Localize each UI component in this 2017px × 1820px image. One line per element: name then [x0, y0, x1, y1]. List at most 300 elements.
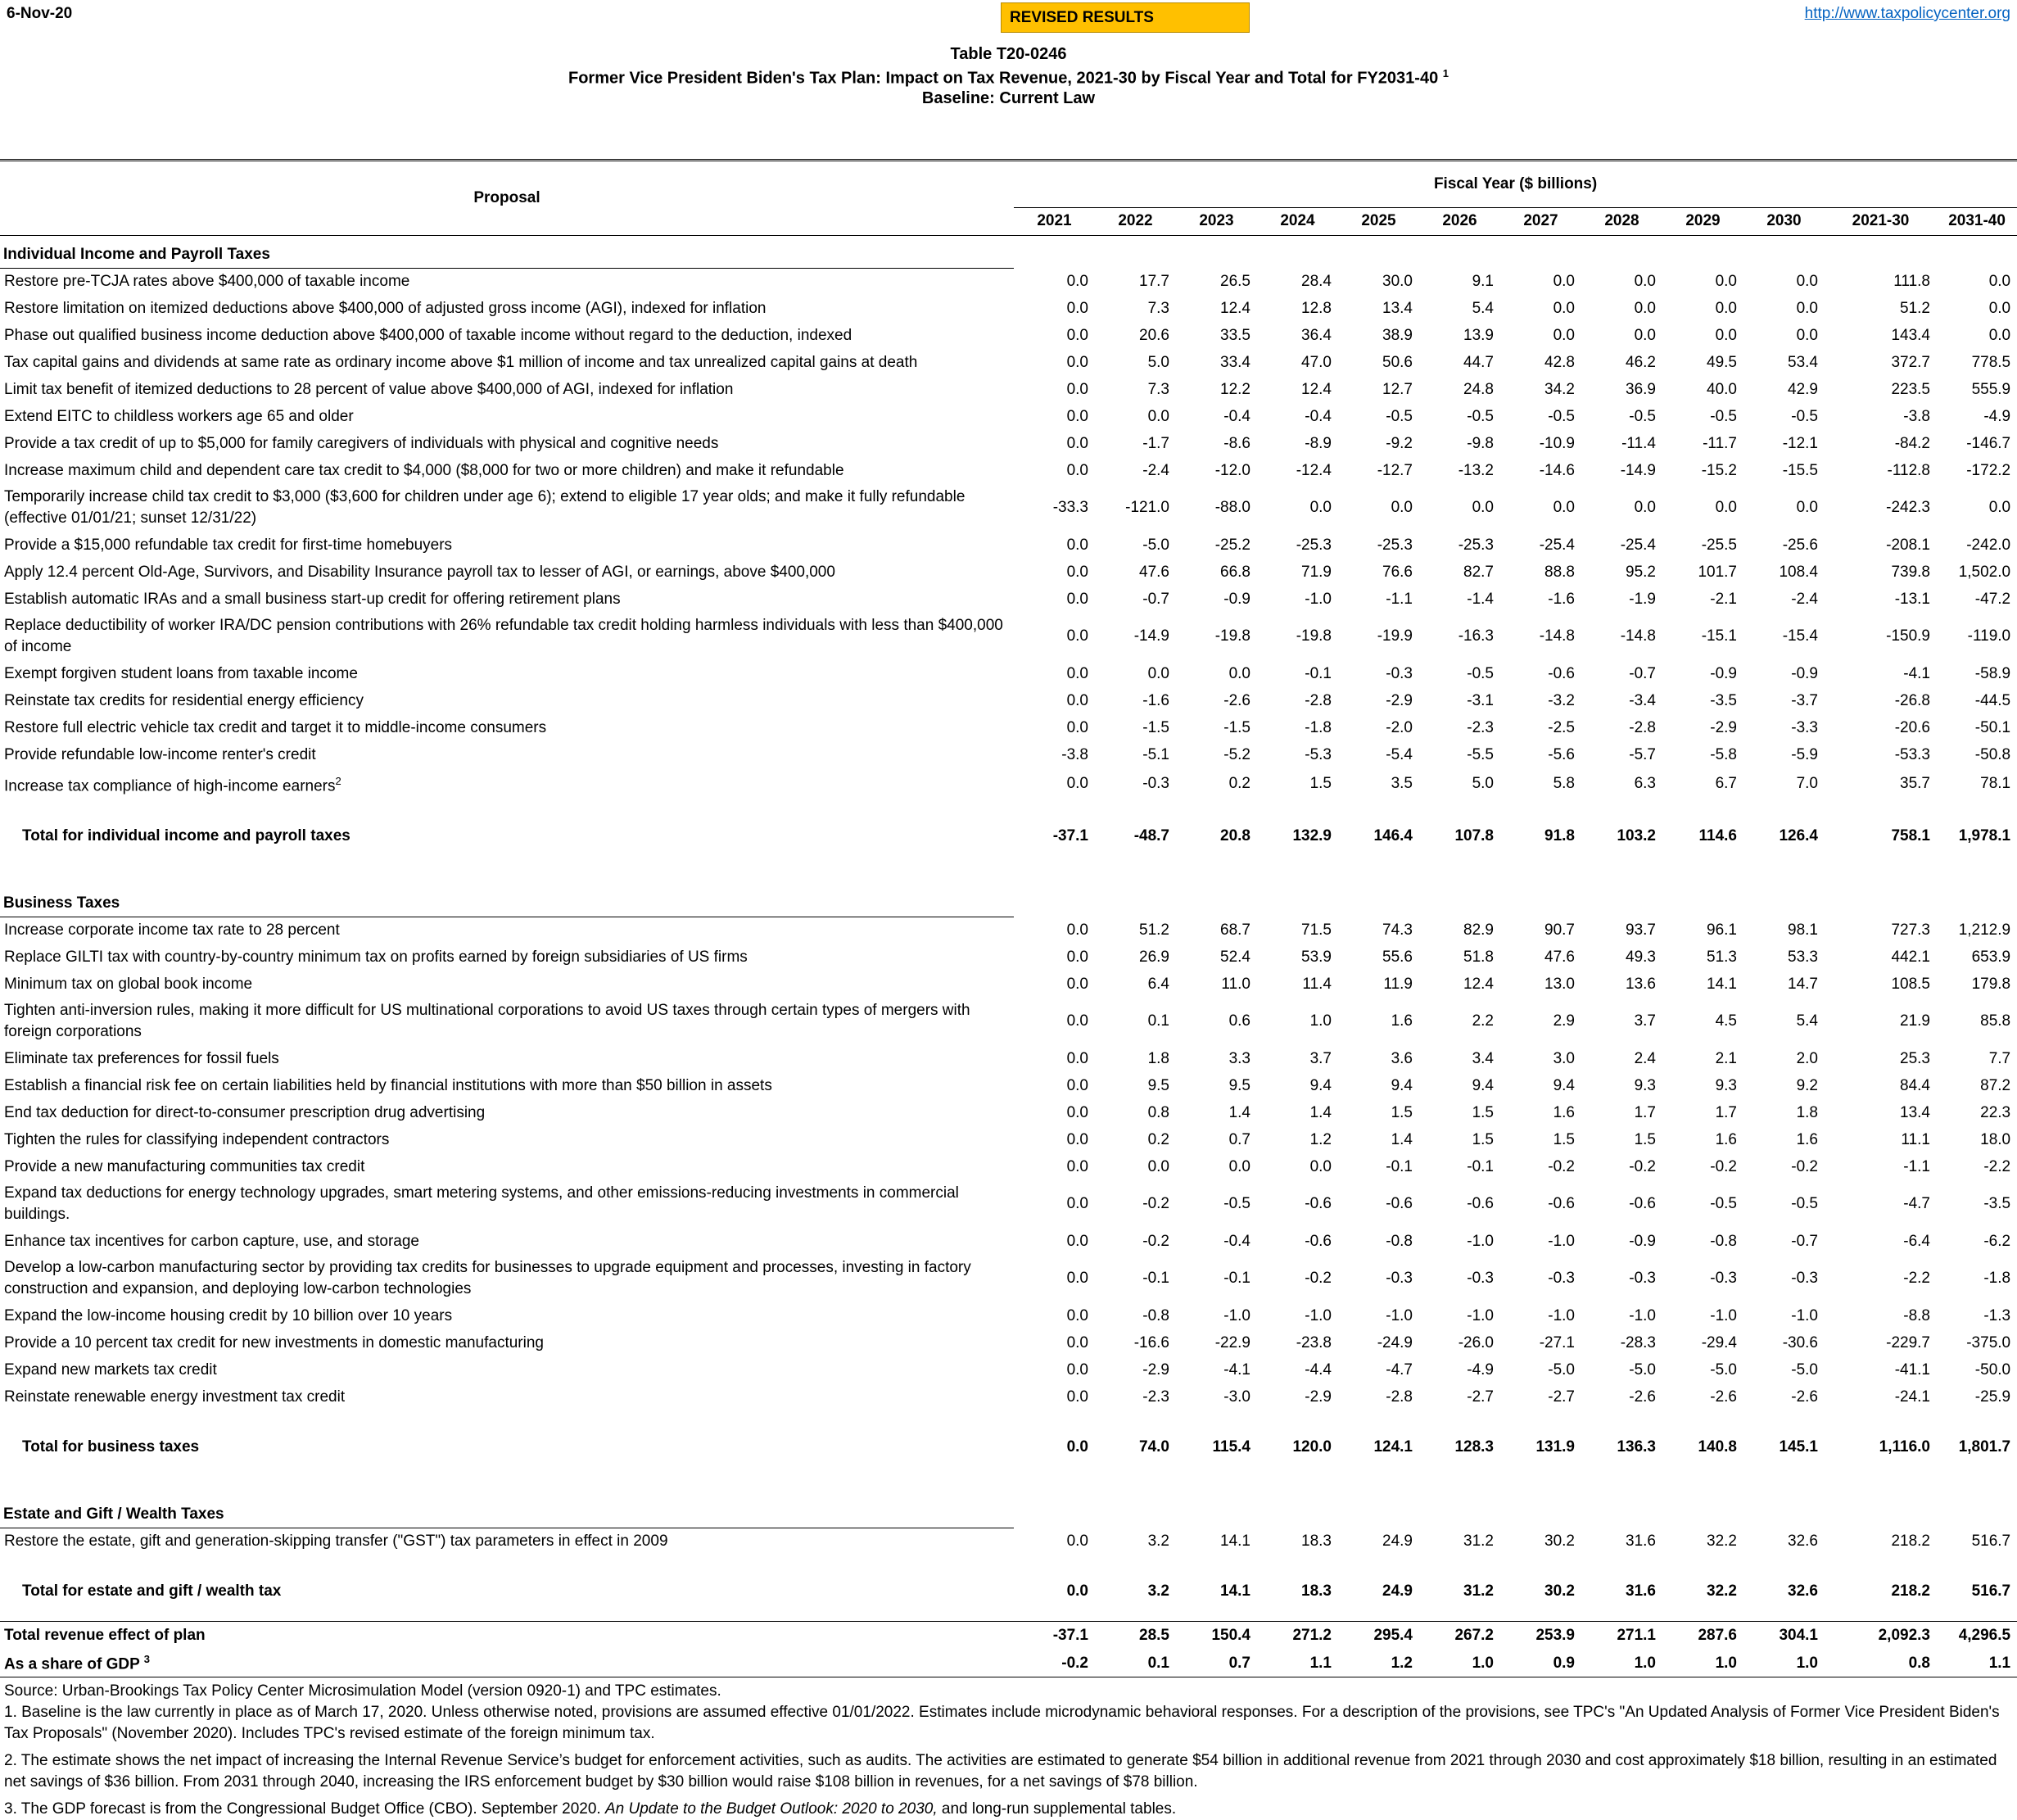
title-block	[0, 44, 2017, 108]
value-cell: -25.9	[1974, 1388, 2011, 1406]
proposal-row	[0, 917, 2017, 944]
value-cell: 107.8	[1454, 826, 1494, 844]
proposal-row	[0, 714, 2017, 741]
section-header-row	[0, 235, 2017, 268]
value-cell: -24.1	[1894, 1388, 1930, 1406]
value-cell: -1.4	[1467, 590, 1494, 608]
value-cell: 0.0	[1147, 664, 1169, 682]
value-cell: -1.0	[1548, 1232, 1575, 1250]
value-cell: 0.8	[1147, 1103, 1169, 1121]
section-total-row	[0, 822, 2017, 849]
value-cell: -23.8	[1296, 1333, 1332, 1351]
value-cell: 0.0	[1309, 499, 1332, 517]
value-cell: 143.4	[1891, 326, 1930, 344]
value-cell: 0.0	[1634, 272, 1656, 290]
value-cell: 304.1	[1743, 1621, 1825, 1650]
value-cell: 0.0	[1472, 499, 1494, 517]
value-cell: -0.7	[1142, 590, 1169, 608]
value-cell: 26.9	[1139, 948, 1169, 966]
value-cell: -5.2	[1223, 745, 1250, 763]
value-cell: -0.1	[1386, 1157, 1413, 1175]
value-cell: 68.7	[1220, 921, 1250, 939]
value-cell: 32.6	[1788, 1582, 1818, 1600]
value-cell: -0.5	[1467, 407, 1494, 425]
value-cell: 1.5	[1391, 1103, 1413, 1121]
revised-results-badge: REVISED RESULTS	[1001, 2, 1250, 33]
value-cell: -5.6	[1548, 745, 1575, 763]
section-fill	[1014, 884, 2017, 917]
proposal-row	[0, 295, 2017, 322]
proposal-label: Exempt forgiven student loans from taxable income	[4, 664, 358, 682]
value-cell: 36.4	[1301, 326, 1332, 344]
value-cell: 0.0	[1391, 499, 1413, 517]
value-cell: 0.0	[1553, 499, 1575, 517]
value-cell: -0.1	[1223, 1270, 1250, 1288]
value-cell: 0.8	[1825, 1650, 1937, 1677]
proposal-row	[0, 1045, 2017, 1072]
value-cell: 0.7	[1228, 1130, 1250, 1148]
value-cell: 87.2	[1980, 1076, 2011, 1094]
proposal-row	[0, 1383, 2017, 1410]
proposal-row	[0, 1126, 2017, 1153]
value-cell: -0.9	[1223, 590, 1250, 608]
value-cell: -172.2	[1966, 461, 2011, 479]
value-cell: 2.1	[1715, 1049, 1737, 1067]
value-cell: 0.0	[1066, 1360, 1088, 1379]
value-cell: 1.5	[1553, 1130, 1575, 1148]
gdp-share-label: As a share of GDP $^3$	[0, 1650, 1014, 1677]
spacer-row	[0, 1410, 2017, 1433]
value-cell: 287.6	[1662, 1621, 1743, 1650]
proposal-row	[0, 1302, 2017, 1329]
value-cell: 20.6	[1139, 326, 1169, 344]
value-cell: -1.0	[1386, 1306, 1413, 1324]
fiscal-year-header: Fiscal Year ($ billions)	[1014, 160, 2017, 207]
value-cell: -15.1	[1701, 627, 1737, 645]
value-cell: 108.4	[1779, 563, 1818, 581]
proposal-row	[0, 1153, 2017, 1180]
value-cell: 0.0	[1066, 1157, 1088, 1175]
value-cell: 26.5	[1220, 272, 1250, 290]
footnote-3	[4, 1799, 2017, 1820]
value-cell: 5.4	[1472, 299, 1494, 317]
proposal-row	[0, 998, 2017, 1045]
value-cell: -2.5	[1548, 718, 1575, 736]
value-cell: -1.0	[1629, 1306, 1656, 1324]
value-cell: 0.0	[1066, 775, 1088, 793]
value-cell: -26.8	[1894, 691, 1930, 709]
value-cell: 13.6	[1626, 975, 1656, 993]
value-cell: -4.7	[1903, 1195, 1930, 1213]
value-cell: 442.1	[1891, 948, 1930, 966]
value-cell: 1.1	[1257, 1650, 1338, 1677]
value-cell: 372.7	[1891, 353, 1930, 371]
value-cell: -41.1	[1894, 1360, 1930, 1379]
value-cell: 0.0	[1796, 326, 1818, 344]
value-cell: 1.2	[1338, 1650, 1419, 1677]
value-cell: -5.9	[1791, 745, 1818, 763]
value-cell: -25.6	[1782, 536, 1818, 554]
value-cell: -50.1	[1974, 718, 2011, 736]
value-cell: -0.8	[1386, 1232, 1413, 1250]
footnote-1: 1. Baseline is the law currently in place as of March 17, 2020. Unless otherwise noted, provisions are assumed effective 01/01/2022. Estimates include microdynamic behavioral responses. For a description of the provisions, see TPC's "An Updated Analysis of Former Vice President Biden's Tax Proposals" (November 2020). Includes TPC's revised estimate of the foreign minimum tax.	[4, 1703, 2000, 1742]
value-cell: 0.0	[1066, 948, 1088, 966]
value-cell: 42.9	[1788, 380, 1818, 398]
value-cell: 295.4	[1338, 1621, 1419, 1650]
value-cell: 0.0	[1066, 664, 1088, 682]
value-cell: -19.8	[1214, 627, 1250, 645]
value-cell: 49.3	[1626, 948, 1656, 966]
value-cell: -0.4	[1305, 407, 1332, 425]
value-cell: 146.4	[1373, 826, 1413, 844]
value-cell: 9.5	[1147, 1076, 1169, 1094]
value-cell: -13.1	[1894, 590, 1930, 608]
section-fill	[1014, 1495, 2017, 1528]
value-cell: -12.7	[1377, 461, 1413, 479]
value-cell: 0.0	[1796, 299, 1818, 317]
value-cell: 47.6	[1139, 563, 1169, 581]
value-cell: 52.4	[1220, 948, 1250, 966]
value-cell: -5.5	[1467, 745, 1494, 763]
proposal-label: Increase maximum child and dependent care tax credit to $4,000 ($8,000 for two or more children) and make it refundable	[4, 461, 844, 479]
value-cell: 0.0	[1634, 299, 1656, 317]
value-cell: 0.0	[1066, 718, 1088, 736]
value-cell: 2,092.3	[1825, 1621, 1937, 1650]
value-cell: 0.0	[1988, 272, 2011, 290]
value-cell: -1.7	[1142, 434, 1169, 452]
value-cell: 13.9	[1463, 326, 1494, 344]
value-cell: 12.2	[1220, 380, 1250, 398]
value-cell: -0.6	[1305, 1232, 1332, 1250]
value-cell: -2.9	[1142, 1360, 1169, 1379]
year-column-2027: 2027	[1500, 207, 1581, 235]
value-cell: -0.2	[1710, 1157, 1737, 1175]
value-cell: 5.4	[1796, 1012, 1818, 1030]
value-cell: -1.1	[1386, 590, 1413, 608]
value-cell: -0.2	[1142, 1195, 1169, 1213]
footnote-3-prefix: 3. The GDP forecast is from the Congressional Budget Office (CBO). September 2020.	[4, 1800, 605, 1818]
value-cell: -4.4	[1305, 1360, 1332, 1379]
value-cell: 34.2	[1544, 380, 1575, 398]
value-cell: -4.9	[1983, 407, 2011, 425]
value-cell: 30.2	[1544, 1582, 1575, 1600]
value-cell: -5.0	[1710, 1360, 1737, 1379]
value-cell: 1,801.7	[1958, 1437, 2011, 1456]
value-cell: -1.0	[1305, 590, 1332, 608]
value-cell: -0.5	[1629, 407, 1656, 425]
value-cell: 0.0	[1066, 1049, 1088, 1067]
value-cell: 0.0	[1066, 1076, 1088, 1094]
value-cell: -25.2	[1214, 536, 1250, 554]
value-cell: 30.0	[1382, 272, 1413, 290]
proposal-label: Limit tax benefit of itemized deductions to 28 percent of value above $400,000 of AGI, indexed for inflation	[4, 380, 734, 398]
value-cell: 5.0	[1147, 353, 1169, 371]
value-cell: 55.6	[1382, 948, 1413, 966]
value-cell: -0.6	[1305, 1195, 1332, 1213]
value-cell: -16.3	[1458, 627, 1494, 645]
value-cell: -25.3	[1296, 536, 1332, 554]
value-cell: 9.3	[1634, 1076, 1656, 1094]
value-cell: -0.5	[1223, 1195, 1250, 1213]
value-cell: 0.0	[1066, 1270, 1088, 1288]
value-cell: -84.2	[1894, 434, 1930, 452]
value-cell: 51.3	[1707, 948, 1737, 966]
value-cell: -5.7	[1629, 745, 1656, 763]
proposal-row	[0, 559, 2017, 586]
value-cell: 71.9	[1301, 563, 1332, 581]
proposal-row	[0, 1099, 2017, 1126]
value-cell: -0.3	[1386, 1270, 1413, 1288]
value-cell: 0.0	[1066, 691, 1088, 709]
value-cell: 128.3	[1454, 1437, 1494, 1456]
proposal-row	[0, 403, 2017, 430]
value-cell: 53.9	[1301, 948, 1332, 966]
value-cell: 17.7	[1139, 272, 1169, 290]
value-cell: 11.1	[1901, 1130, 1930, 1148]
value-cell: 0.0	[1066, 1333, 1088, 1351]
value-cell: 1.5	[1472, 1130, 1494, 1148]
value-cell: 0.0	[1066, 975, 1088, 993]
value-cell: 6.4	[1147, 975, 1169, 993]
spacer-row	[0, 1460, 2017, 1495]
value-cell: 82.7	[1463, 563, 1494, 581]
value-cell: -0.9	[1629, 1232, 1656, 1250]
value-cell: -2.6	[1223, 691, 1250, 709]
value-cell: -0.4	[1223, 1232, 1250, 1250]
value-cell: -146.7	[1966, 434, 2011, 452]
section-header-row	[0, 1495, 2017, 1528]
proposal-label: Provide a tax credit of up to $5,000 for family caregivers of individuals with physical and cognitive needs	[4, 434, 719, 452]
value-cell: 51.2	[1139, 921, 1169, 939]
proposal-row	[0, 687, 2017, 714]
value-cell: 88.8	[1544, 563, 1575, 581]
value-cell: -11.4	[1621, 434, 1656, 452]
section-header-row	[0, 884, 2017, 917]
value-cell: -0.2	[1629, 1157, 1656, 1175]
proposal-row	[0, 971, 2017, 998]
value-cell: 28.5	[1095, 1621, 1176, 1650]
value-cell: 0.9	[1500, 1650, 1581, 1677]
value-cell: 140.8	[1698, 1437, 1737, 1456]
proposal-row	[0, 268, 2017, 295]
value-cell: -3.7	[1791, 691, 1818, 709]
proposal-row	[0, 613, 2017, 660]
proposal-label: Expand tax deductions for energy technology upgrades, smart metering systems, and other emissions-reducing investments in commercial buildings.	[4, 1184, 959, 1224]
value-cell: 9.5	[1228, 1076, 1250, 1094]
value-cell: 0.0	[1066, 1582, 1088, 1600]
value-cell: 9.4	[1309, 1076, 1332, 1094]
proposal-label: Extend EITC to childless workers age 65 and older	[4, 407, 354, 425]
value-cell: 111.8	[1893, 272, 1930, 290]
value-cell: 0.0	[1228, 664, 1250, 682]
footnote-2: 2. The estimate shows the net impact of increasing the Internal Revenue Service’s budget for enforcement activities, such as audits. The activities are estimated to generate $54 billion in additional revenue from 2021 through 2030 and cost approximately $18 billion, resulting in an estimated net savings of $36 billion. From 2031 through 2040, increasing the IRS enforcement budget by $30 billion would raise $108 billion in revenues, for a net savings of $78 billion.	[4, 1751, 1997, 1791]
value-cell: 12.4	[1301, 380, 1332, 398]
value-cell: -0.8	[1710, 1232, 1737, 1250]
value-cell: 74.3	[1382, 921, 1413, 939]
value-cell: -22.9	[1214, 1333, 1250, 1351]
value-cell: 9.4	[1553, 1076, 1575, 1094]
value-cell: 1.8	[1147, 1049, 1169, 1067]
value-cell: -0.9	[1791, 664, 1818, 682]
value-cell: -375.0	[1966, 1333, 2011, 1351]
value-cell: 38.9	[1382, 326, 1413, 344]
value-cell: -0.9	[1710, 664, 1737, 682]
value-cell: -0.6	[1548, 664, 1575, 682]
value-cell: 0.0	[1066, 627, 1088, 645]
value-cell: 90.7	[1544, 921, 1575, 939]
spacer-row	[0, 849, 2017, 884]
value-cell: 2.2	[1472, 1012, 1494, 1030]
value-cell: -208.1	[1886, 536, 1930, 554]
proposal-label: Establish a financial risk fee on certain liabilities held by financial institutions with more than $50 billion in assets	[4, 1076, 772, 1094]
proposal-label: Provide refundable low-income renter's credit	[4, 745, 316, 763]
year-column-2029: 2029	[1662, 207, 1743, 235]
value-cell: -0.8	[1142, 1306, 1169, 1324]
year-column-2021: 2021	[1014, 207, 1095, 235]
value-cell: 0.0	[1634, 326, 1656, 344]
value-cell: 0.1	[1147, 1012, 1169, 1030]
value-cell: 1.4	[1228, 1103, 1250, 1121]
value-cell: 555.9	[1971, 380, 2011, 398]
value-cell: 0.0	[1988, 326, 2011, 344]
footnote-3-italic: An Update to the Budget Outlook: 2020 to 2030,	[604, 1800, 942, 1818]
value-cell: -0.6	[1386, 1195, 1413, 1213]
value-cell: 145.1	[1779, 1437, 1818, 1456]
value-cell: -242.0	[1966, 536, 2011, 554]
value-cell: 0.0	[1715, 272, 1737, 290]
value-cell: -5.4	[1386, 745, 1413, 763]
value-cell: -0.4	[1223, 407, 1250, 425]
value-cell: 4,296.5	[1937, 1621, 2017, 1650]
value-cell: 51.8	[1463, 948, 1494, 966]
label-superscript: 2	[335, 775, 341, 788]
value-cell: 101.7	[1698, 563, 1737, 581]
value-cell: -119.0	[1967, 627, 2011, 645]
value-cell: 14.7	[1788, 975, 1818, 993]
value-cell: 1.0	[1419, 1650, 1500, 1677]
value-cell: 0.0	[1715, 326, 1737, 344]
value-cell: 25.3	[1900, 1049, 1930, 1067]
value-cell: 66.8	[1220, 563, 1250, 581]
value-cell: 253.9	[1500, 1621, 1581, 1650]
value-cell: 0.0	[1066, 1232, 1088, 1250]
value-cell: 0.7	[1176, 1650, 1257, 1677]
value-cell: -4.7	[1386, 1360, 1413, 1379]
value-cell: 0.0	[1066, 1437, 1088, 1456]
value-cell: 0.2	[1147, 1130, 1169, 1148]
value-cell: 218.2	[1891, 1582, 1930, 1600]
proposal-row	[0, 1255, 2017, 1302]
label-superscript: 3	[143, 1653, 150, 1666]
proposal-label: Develop a low-carbon manufacturing sector by providing tax credits for businesses to upgrade equipment and processes, investing in factory construction and expansion, and deploying low-carbon technologies	[4, 1259, 971, 1298]
value-cell: 31.6	[1626, 1532, 1656, 1550]
spacer-row	[0, 799, 2017, 822]
value-cell: -4.1	[1223, 1360, 1250, 1379]
value-cell: 14.1	[1220, 1582, 1250, 1600]
proposal-row	[0, 1072, 2017, 1099]
value-cell: -0.3	[1142, 775, 1169, 793]
value-cell: -3.5	[1983, 1195, 2011, 1213]
value-cell: -6.2	[1983, 1232, 2011, 1250]
value-cell: 9.3	[1715, 1076, 1737, 1094]
value-cell: 53.4	[1788, 353, 1818, 371]
value-cell: 5.8	[1553, 775, 1575, 793]
value-cell: -242.3	[1886, 499, 1930, 517]
section-total-row	[0, 1433, 2017, 1460]
value-cell: 44.7	[1463, 353, 1494, 371]
value-cell: 0.0	[1066, 353, 1088, 371]
value-cell: -58.9	[1974, 664, 2011, 682]
proposal-row	[0, 1528, 2017, 1555]
proposal-label: Replace GILTI tax with country-by-country minimum tax on profits earned by foreign subsidiaries of US firms	[4, 948, 748, 966]
value-cell: 31.2	[1463, 1532, 1494, 1550]
value-cell: -0.2	[1142, 1232, 1169, 1250]
year-column-2023: 2023	[1176, 207, 1257, 235]
year-column-2025: 2025	[1338, 207, 1419, 235]
value-cell: -15.4	[1782, 627, 1818, 645]
value-cell: 3.0	[1553, 1049, 1575, 1067]
site-url-link[interactable]: http://www.taxpolicycenter.org	[1804, 5, 2010, 22]
value-cell: 1.1	[1937, 1650, 2017, 1677]
year-column-2028: 2028	[1581, 207, 1662, 235]
date-label: 6-Nov-20	[7, 5, 73, 22]
value-cell: -3.2	[1548, 691, 1575, 709]
value-cell: 47.6	[1544, 948, 1575, 966]
value-cell: 9.1	[1472, 272, 1494, 290]
year-column-2031-40: 2031-40	[1937, 207, 2017, 235]
proposal-row	[0, 586, 2017, 613]
value-cell: 0.0	[1147, 407, 1169, 425]
value-cell: -0.3	[1548, 1270, 1575, 1288]
value-cell: 0.0	[1066, 1012, 1088, 1030]
value-cell: -26.0	[1458, 1333, 1494, 1351]
value-cell: -1.0	[1223, 1306, 1250, 1324]
value-cell: 82.9	[1463, 921, 1494, 939]
value-cell: 32.6	[1788, 1532, 1818, 1550]
value-cell: 3.7	[1309, 1049, 1332, 1067]
value-cell: -0.2	[1548, 1157, 1575, 1175]
value-cell: 7.7	[1988, 1049, 2011, 1067]
table-title	[0, 64, 2017, 88]
value-cell: -0.1	[1305, 664, 1332, 682]
value-cell: -16.6	[1133, 1333, 1169, 1351]
value-cell: -1.3	[1983, 1306, 2011, 1324]
value-cell: -2.4	[1142, 461, 1169, 479]
year-column-2022: 2022	[1095, 207, 1176, 235]
value-cell: -5.3	[1305, 745, 1332, 763]
proposal-row	[0, 1329, 2017, 1356]
value-cell: -15.2	[1701, 461, 1737, 479]
value-cell: -30.6	[1782, 1333, 1818, 1351]
proposal-row	[0, 660, 2017, 687]
value-cell: 108.5	[1891, 975, 1930, 993]
value-cell: 91.8	[1544, 826, 1575, 844]
value-cell: -10.9	[1539, 434, 1575, 452]
value-cell: -0.5	[1791, 407, 1818, 425]
value-cell: 13.4	[1900, 1103, 1930, 1121]
value-cell: 0.0	[1228, 1157, 1250, 1175]
value-cell: -3.3	[1791, 718, 1818, 736]
value-cell: 5.0	[1472, 775, 1494, 793]
value-cell: 11.0	[1221, 975, 1250, 993]
value-cell: -0.2	[1791, 1157, 1818, 1175]
value-cell: 84.4	[1900, 1076, 1930, 1094]
value-cell: 1,212.9	[1958, 921, 2011, 939]
value-cell: -5.0	[1791, 1360, 1818, 1379]
value-cell: 1.7	[1715, 1103, 1737, 1121]
value-cell: -25.3	[1458, 536, 1494, 554]
value-cell: -9.2	[1386, 434, 1413, 452]
